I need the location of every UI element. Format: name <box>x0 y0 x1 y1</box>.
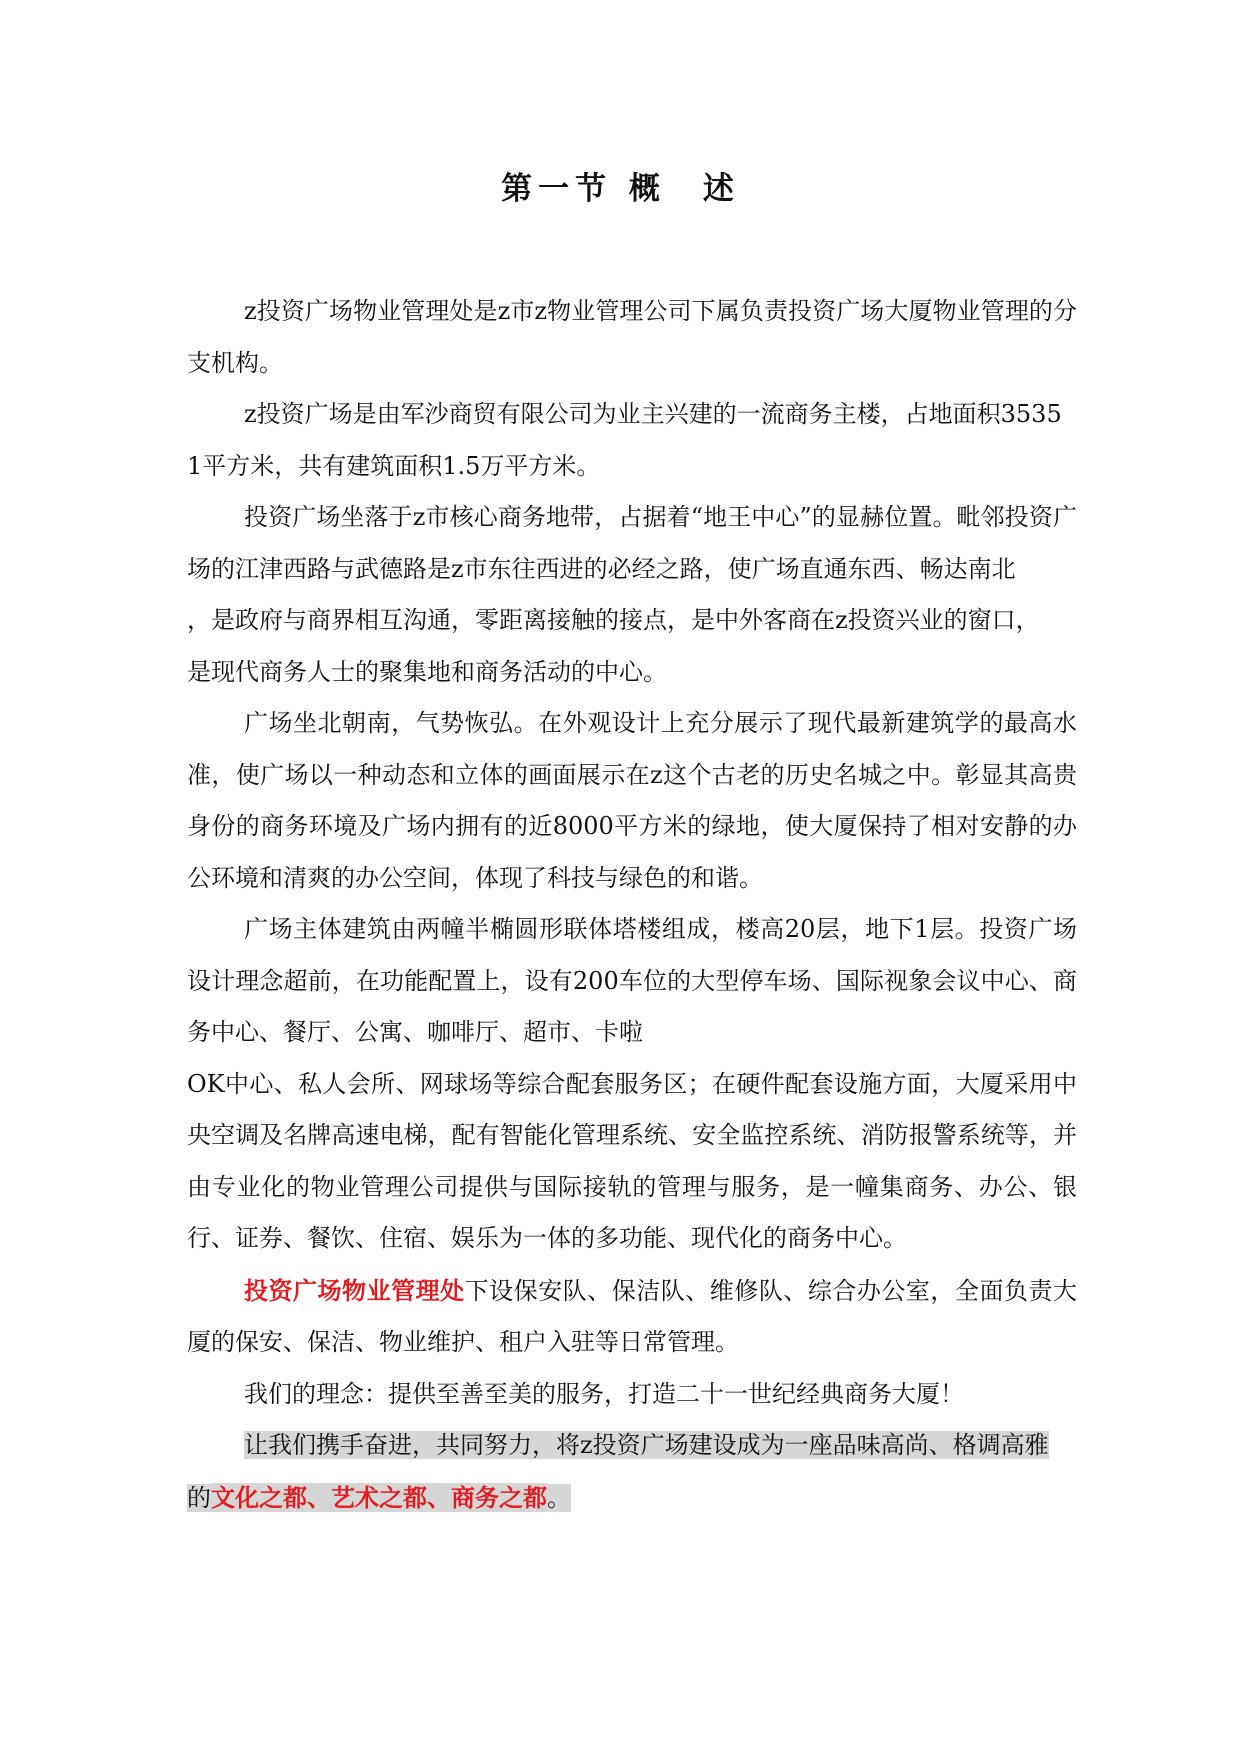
paragraph-owner-line2: 1平方米，共有建筑面积1.5万平方米。 <box>187 451 601 480</box>
closing-line1: 让我们携手奋进，共同努力，将z投资广场建设成为一座品味高尚、格调高雅 <box>244 1431 1049 1459</box>
paragraph-closing-line2 <box>187 1472 1077 1525</box>
paragraph-management <box>187 1265 1077 1369</box>
paragraph-location: 投资广场坐落于z市核心商务地带，占据着“地王中心”的显赫位置。毗邻投资广场的江津西路与武德路是z市东往西进的必经之路，使广场直通东西、畅达南北 <box>187 503 1077 583</box>
document-body <box>187 286 1077 1524</box>
management-description: 下设保安队、保洁队、维修队、综合办公室，全面负责大厦的保安、保洁、物业维护、租户入驻等日常管理。 <box>187 1276 1078 1356</box>
management-office-emphasis: 投资广场物业管理处 <box>244 1275 465 1305</box>
paragraph-facilities-part1: 广场主体建筑由两幢半椭圆形联体塔楼组成，楼高20层，地下1层。投资广场设计理念超前，在功能配置上，设有200车位的大型停车场、国际视象会议中心、商务中心、餐厅、公寓、咖啡厅、超市、卡啦 <box>187 915 1077 1046</box>
page-title: 第一节 概 述 <box>501 171 740 207</box>
paragraph-design: 广场坐北朝南，气势恢弘。在外观设计上充分展示了现代最新建筑学的最高水准，使广场以一种动态和立体的画面展示在z这个古老的历史名城之中。彰显其高贵身份的商务环境及广场内拥有的近8000平方米的绿地，使大厦保持了相对安静的办公环境和清爽的办公空间，体现了科技与绿色的和谐。 <box>187 709 1077 892</box>
paragraph-location-line4: 是现代商务人士的聚集地和商务活动的中心。 <box>187 657 667 686</box>
closing-emphasis: 文化之都、艺术之都、商务之都 <box>211 1482 547 1512</box>
closing-prefix: 的 <box>187 1483 211 1512</box>
closing-end: 。 <box>547 1483 571 1512</box>
paragraph-facilities-part2: OK中心、私人会所、网球场等综合配套服务区；在硬件配套设施方面，大厦采用中央空调及名牌高速电梯，配有智能化管理系统、安全监控系统、消防报警系统等，并由专业化的物业管理公司提供与国际接轨的管理与服务，是一幢集商务、办公、银行、证券、餐饮、住宿、娱乐为一体的多功能、现代化的商务中心。 <box>187 1069 1077 1252</box>
paragraph-owner-line1: z投资广场是由军沙商贸有限公司为业主兴建的一流商务主楼，占地面积3535 <box>244 400 1062 428</box>
paragraph-philosophy: 我们的理念：提供至善至美的服务，打造二十一世纪经典商务大厦！ <box>244 1379 964 1408</box>
paragraph-closing <box>187 1420 1077 1472</box>
paragraph-intro: z投资广场物业管理处是z市z物业管理公司下属负责投资广场大厦物业管理的分支机构。 <box>187 297 1077 377</box>
paragraph-location-line3: ，是政府与商界相互沟通，零距离接触的接点，是中外客商在z投资兴业的窗口， <box>187 606 1040 634</box>
